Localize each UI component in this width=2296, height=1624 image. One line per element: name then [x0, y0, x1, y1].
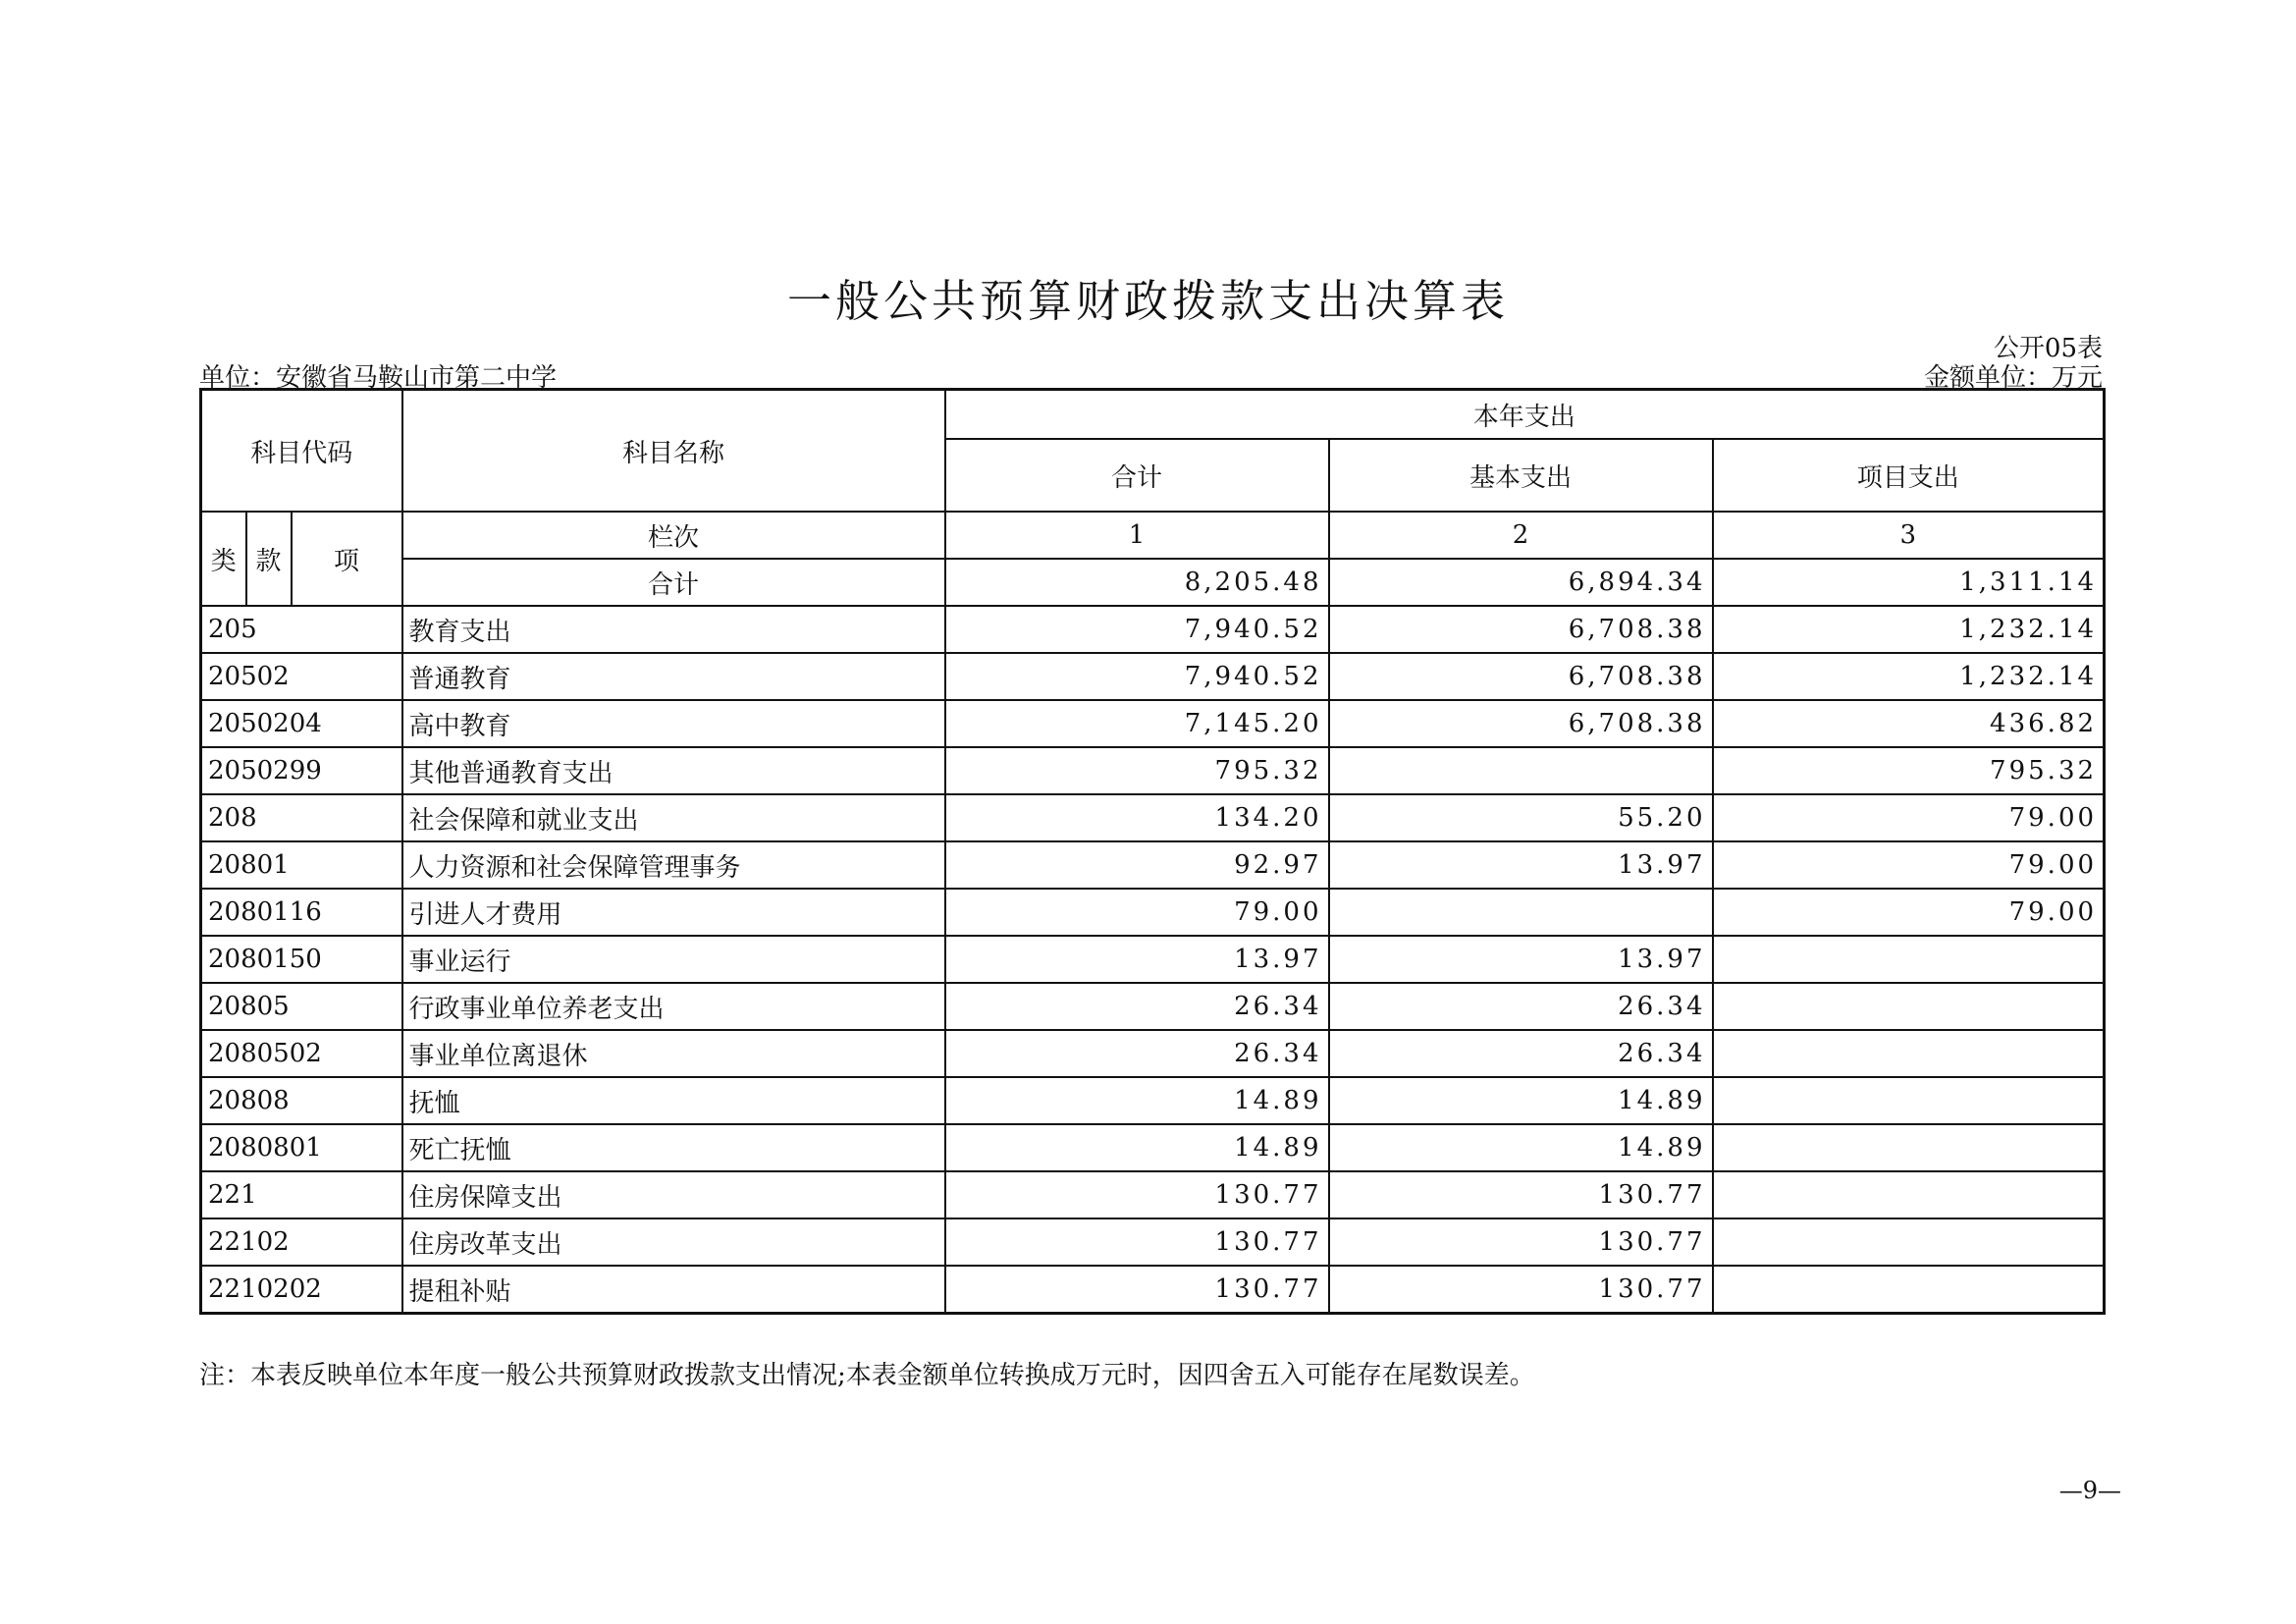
row-basic: 130.77 [1329, 1218, 1713, 1266]
row-project: 1,232.14 [1713, 653, 2105, 700]
row-code: 208 [201, 794, 402, 841]
row-basic: 13.97 [1329, 841, 1713, 889]
row-total: 130.77 [945, 1218, 1329, 1266]
row-total: 92.97 [945, 841, 1329, 889]
table-row [201, 1124, 2105, 1171]
table-row [201, 1030, 2105, 1077]
row-basic: 26.34 [1329, 1030, 1713, 1077]
row-total: 134.20 [945, 794, 1329, 841]
column-number-2: 2 [1329, 512, 1713, 559]
row-code: 2080502 [201, 1030, 402, 1077]
table-row [201, 653, 2105, 700]
table-row [201, 936, 2105, 983]
row-total: 26.34 [945, 1030, 1329, 1077]
row-code: 2080150 [201, 936, 402, 983]
row-project: 79.00 [1713, 889, 2105, 936]
row-basic [1329, 889, 1713, 936]
header-current-year: 本年支出 [945, 390, 2105, 440]
header-lei: 类 [201, 512, 246, 606]
reporting-unit: 单位：安徽省马鞍山市第二中学 [199, 363, 558, 393]
row-basic: 14.89 [1329, 1077, 1713, 1124]
row-total: 130.77 [945, 1266, 1329, 1314]
row-project [1713, 1124, 2105, 1171]
row-basic: 55.20 [1329, 794, 1713, 841]
column-number-1: 1 [945, 512, 1329, 559]
row-name: 普通教育 [402, 653, 945, 700]
row-project [1713, 1218, 2105, 1266]
table-row [201, 841, 2105, 889]
row-name: 教育支出 [402, 606, 945, 653]
row-basic: 6,708.38 [1329, 700, 1713, 747]
row-total: 7,940.52 [945, 653, 1329, 700]
row-code: 20805 [201, 983, 402, 1030]
row-name: 行政事业单位养老支出 [402, 983, 945, 1030]
header-basic: 基本支出 [1329, 439, 1713, 512]
row-basic: 26.34 [1329, 983, 1713, 1030]
page-number: —9— [2058, 1477, 2121, 1504]
row-name: 住房改革支出 [402, 1218, 945, 1266]
row-code: 20808 [201, 1077, 402, 1124]
table-row [201, 606, 2105, 653]
row-total: 79.00 [945, 889, 1329, 936]
expenditure-table [199, 388, 2106, 1315]
row-project: 436.82 [1713, 700, 2105, 747]
table-row [201, 747, 2105, 794]
row-code: 2050204 [201, 700, 402, 747]
header-total: 合计 [945, 439, 1329, 512]
row-total: 7,940.52 [945, 606, 1329, 653]
form-number: 公开05表 [1993, 334, 2103, 363]
row-total: 13.97 [945, 936, 1329, 983]
table-row [201, 889, 2105, 936]
summary-project: 1,311.14 [1713, 559, 2105, 606]
row-basic: 130.77 [1329, 1171, 1713, 1218]
row-project: 1,232.14 [1713, 606, 2105, 653]
table-row [201, 1077, 2105, 1124]
row-total: 130.77 [945, 1171, 1329, 1218]
row-project: 795.32 [1713, 747, 2105, 794]
row-name: 死亡抚恤 [402, 1124, 945, 1171]
row-code: 2080801 [201, 1124, 402, 1171]
row-code: 2210202 [201, 1266, 402, 1314]
row-name: 住房保障支出 [402, 1171, 945, 1218]
header-code: 科目代码 [201, 390, 402, 513]
row-code: 22102 [201, 1218, 402, 1266]
row-basic: 6,708.38 [1329, 653, 1713, 700]
row-total: 26.34 [945, 983, 1329, 1030]
header-project: 项目支出 [1713, 439, 2105, 512]
row-code: 205 [201, 606, 402, 653]
amount-unit: 金额单位：万元 [1923, 363, 2103, 393]
table-row [201, 1171, 2105, 1218]
table-row [201, 794, 2105, 841]
row-name: 高中教育 [402, 700, 945, 747]
row-name: 人力资源和社会保障管理事务 [402, 841, 945, 889]
page-title: 一般公共预算财政拨款支出决算表 [786, 275, 1509, 327]
column-number-3: 3 [1713, 512, 2105, 559]
row-basic [1329, 747, 1713, 794]
row-project [1713, 1077, 2105, 1124]
row-basic: 13.97 [1329, 936, 1713, 983]
table-row [201, 1266, 2105, 1314]
row-name: 事业单位离退休 [402, 1030, 945, 1077]
row-project [1713, 936, 2105, 983]
row-total: 14.89 [945, 1124, 1329, 1171]
table-row [201, 700, 2105, 747]
row-total: 14.89 [945, 1077, 1329, 1124]
row-project [1713, 1266, 2105, 1314]
row-name: 提租补贴 [402, 1266, 945, 1314]
row-name: 事业运行 [402, 936, 945, 983]
row-name: 引进人才费用 [402, 889, 945, 936]
row-name: 抚恤 [402, 1077, 945, 1124]
row-project: 79.00 [1713, 794, 2105, 841]
row-code: 20801 [201, 841, 402, 889]
summary-label: 合计 [402, 559, 945, 606]
row-project [1713, 983, 2105, 1030]
header-name: 科目名称 [402, 390, 945, 513]
row-code: 221 [201, 1171, 402, 1218]
row-code: 2080116 [201, 889, 402, 936]
footnote: 注：本表反映单位本年度一般公共预算财政拨款支出情况;本表金额单位转换成万元时，因四舍五入可能存在尾数误差。 [199, 1361, 1535, 1390]
row-basic: 6,708.38 [1329, 606, 1713, 653]
header-kuan: 款 [246, 512, 292, 606]
table-row [201, 1218, 2105, 1266]
summary-basic: 6,894.34 [1329, 559, 1713, 606]
row-project [1713, 1030, 2105, 1077]
row-code: 2050299 [201, 747, 402, 794]
column-number-label: 栏次 [402, 512, 945, 559]
header-xiang: 项 [292, 512, 402, 606]
row-name: 其他普通教育支出 [402, 747, 945, 794]
row-basic: 130.77 [1329, 1266, 1713, 1314]
row-name: 社会保障和就业支出 [402, 794, 945, 841]
row-project [1713, 1171, 2105, 1218]
row-total: 795.32 [945, 747, 1329, 794]
table-row [201, 983, 2105, 1030]
row-project: 79.00 [1713, 841, 2105, 889]
row-basic: 14.89 [1329, 1124, 1713, 1171]
row-code: 20502 [201, 653, 402, 700]
row-total: 7,145.20 [945, 700, 1329, 747]
summary-total: 8,205.48 [945, 559, 1329, 606]
